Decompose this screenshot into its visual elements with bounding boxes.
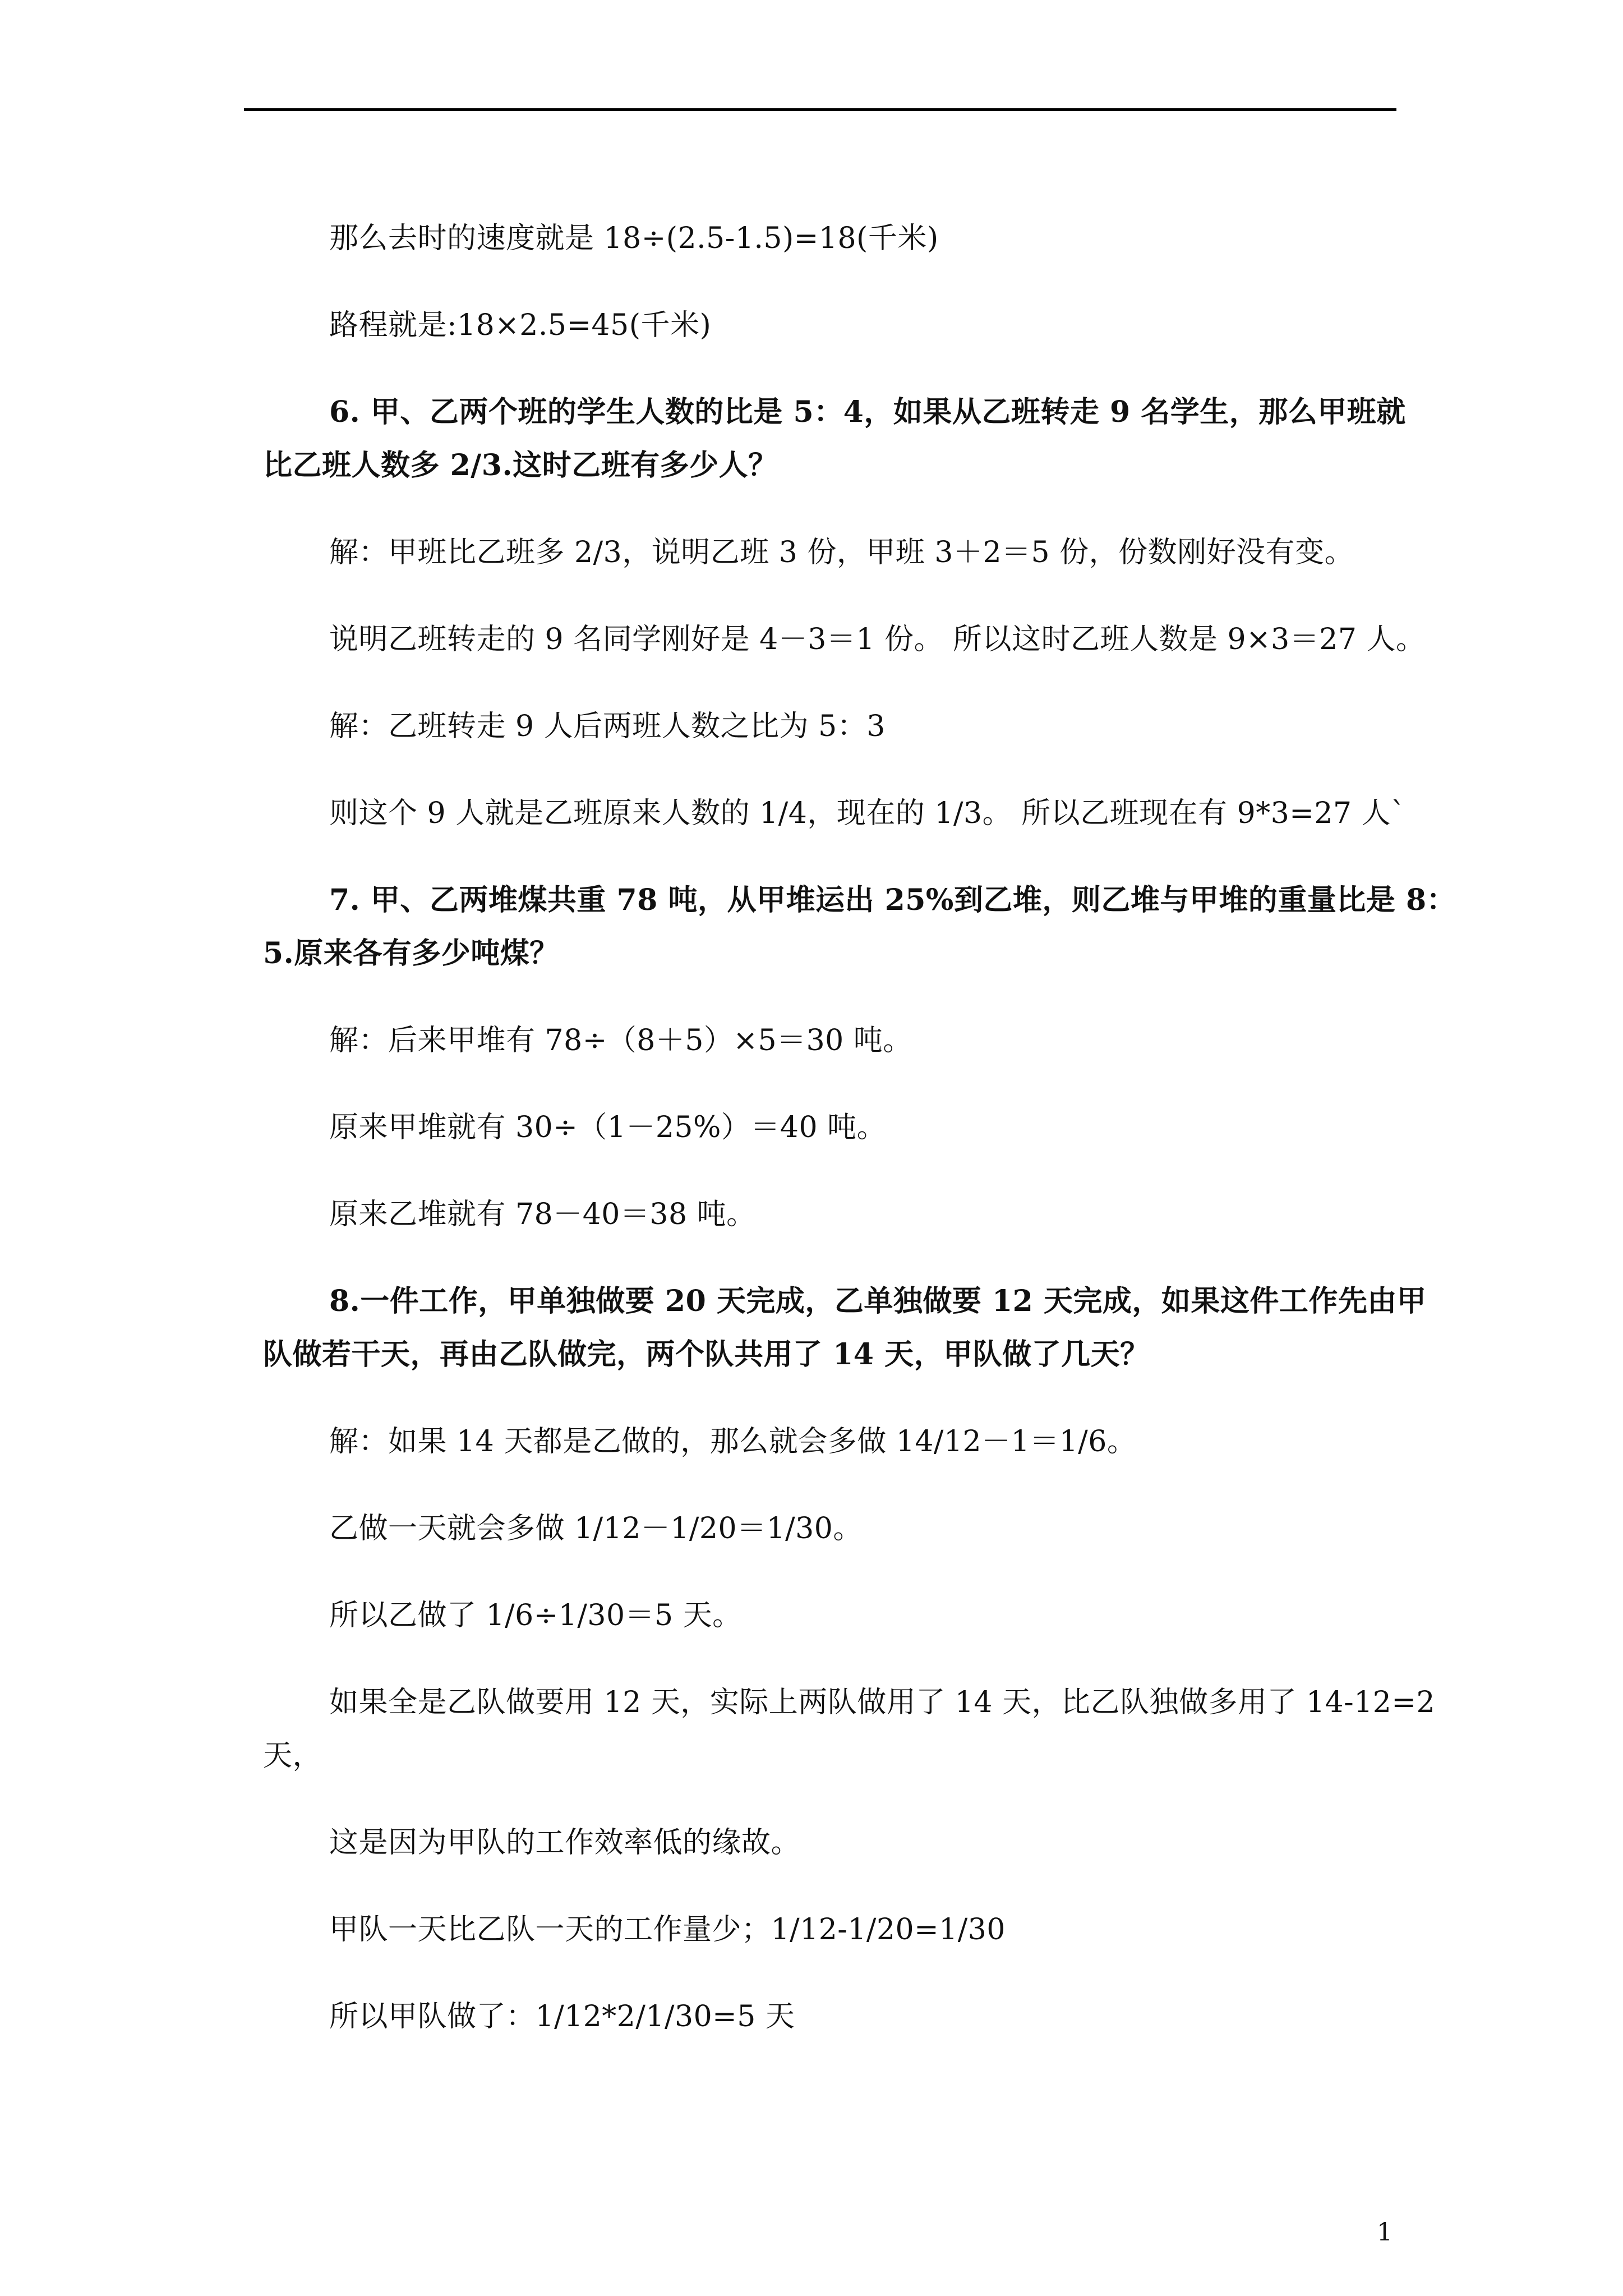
solution-line-speed: 那么去时的速度就是 18÷(2.5-1.5)=18(千米) [329, 222, 939, 255]
header-rule [244, 108, 1396, 111]
question-8-solution-line-8: 所以甲队做了：1/12*2/1/30=5 天 [329, 2000, 795, 2033]
question-6-solution-line-1: 解：甲班比乙班多 2/3，说明乙班 3 份，甲班 3＋2＝5 份，份数刚好没有变。 [329, 536, 1354, 569]
question-8-solution-line-4: 如果全是乙队做要用 12 天，实际上两队做用了 14 天，比乙队独做多用了 14-12=2 [329, 1686, 1436, 1719]
page-number: 1 [1377, 2218, 1393, 2247]
question-7-line-2: 5.原来各有多少吨煤？ [263, 936, 559, 970]
question-6-line-1: 6. 甲、乙两个班的学生人数的比是 5：4，如果从乙班转走 9 名学生，那么甲班就 [329, 395, 1406, 429]
question-8-solution-line-7: 甲队一天比乙队一天的工作量少；1/12-1/20=1/30 [329, 1913, 1006, 1947]
solution-line-distance: 路程就是:18×2.5=45(千米) [329, 309, 712, 342]
question-8-line-1: 8.一件工作，甲单独做要 20 天完成，乙单独做要 12 天完成，如果这件工作先由甲 [329, 1284, 1427, 1318]
question-8-solution-line-1: 解：如果 14 天都是乙做的，那么就会多做 14/12－1＝1/6。 [329, 1425, 1137, 1458]
question-8-solution-line-6: 这是因为甲队的工作效率低的缘故。 [329, 1826, 801, 1860]
question-7-solution-line-2: 原来甲堆就有 30÷（1－25%）＝40 吨。 [329, 1111, 887, 1144]
question-7-solution-line-3: 原来乙堆就有 78－40＝38 吨。 [329, 1198, 756, 1231]
question-6-solution-line-4: 则这个 9 人就是乙班原来人数的 1/4，现在的 1/3。 所以乙班现在有 9*3=27 人` [329, 797, 1406, 830]
question-8-solution-line-5: 天， [263, 1739, 322, 1773]
question-6-solution-line-2: 说明乙班转走的 9 名同学刚好是 4－3＝1 份。 所以这时乙班人数是 9×3＝27 人。 [329, 623, 1426, 656]
question-7-line-1: 7. 甲、乙两堆煤共重 78 吨，从甲堆运出 25%到乙堆，则乙堆与甲堆的重量比是 8： [329, 883, 1456, 917]
question-7-solution-line-1: 解：后来甲堆有 78÷（8＋5）×5＝30 吨。 [329, 1024, 912, 1057]
question-8-solution-line-2: 乙做一天就会多做 1/12－1/20＝1/30。 [329, 1512, 863, 1545]
question-6-solution-line-3: 解：乙班转走 9 人后两班人数之比为 5：3 [329, 710, 886, 743]
question-8-line-2: 队做若干天，再由乙队做完，两个队共用了 14 天，甲队做了几天？ [263, 1337, 1150, 1372]
question-8-solution-line-3: 所以乙做了 1/6÷1/30＝5 天。 [329, 1599, 742, 1632]
question-6-line-2: 比乙班人数多 2/3.这时乙班有多少人？ [263, 448, 778, 482]
